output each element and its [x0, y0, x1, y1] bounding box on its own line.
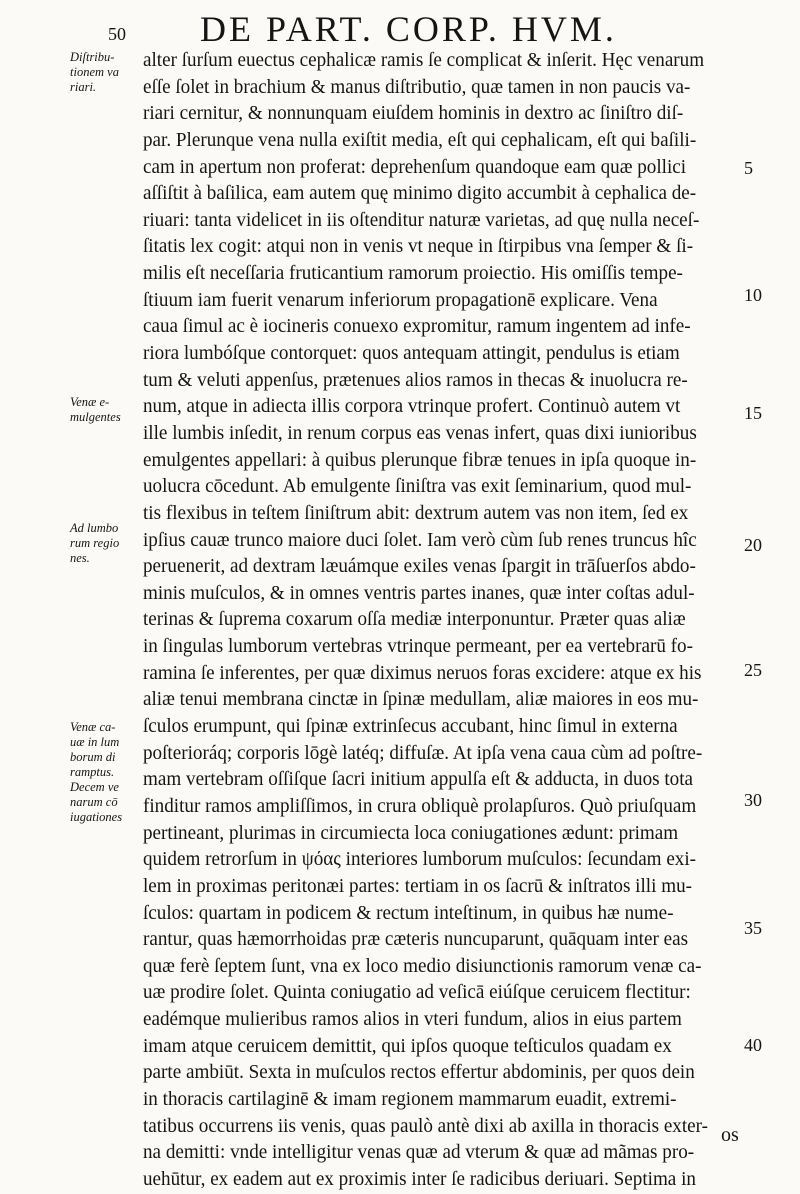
body-text-line: ſitatis lex cogit: atqui non in venis vt neque in ſtirpibus vna ſemper & ſi-: [143, 236, 694, 258]
body-text-line: cam in apertum non proferat: deprehenſum quandoque eam quæ pollici: [143, 156, 687, 178]
body-text-line: tum & veluti appenſus, prætenues alios ramos in thecas & inuolucra re-: [143, 369, 688, 391]
body-text-line: eſſe ſolet in brachium & manus diſtributio, quæ tamen in non paucis va-: [143, 76, 691, 98]
body-text-line: par. Plerunque vena nulla exiſtit media, eſt qui cephalicam, eſt qui baſili-: [143, 129, 697, 151]
line-number: 25: [744, 660, 762, 680]
body-text-line: uehūtur, ex eadem aut ex proximis inter ſe radicibus deriuari. Septima in: [143, 1168, 696, 1190]
body-text-line: emulgentes appellari: à quibus plerunque fibræ tenues in ipſa quoque in-: [143, 449, 697, 471]
body-text-line: ramina ſe inferentes, per quæ diximus neruos foras excidere: atque ex his: [143, 662, 702, 684]
body-text-line: mam vertebram oſſiſque ſacri initium appulſa eſt & adducta, in duos tota: [143, 769, 694, 791]
line-number: 20: [744, 535, 762, 555]
body-text-line: poſterioráq; corporis lōgè latéq; diffuſæ. At ipſa vena caua cùm ad poſtre-: [143, 742, 703, 764]
margin-note-line: Decem ve: [70, 780, 119, 794]
body-text-line: minis muſculos, & in omnes ventris partes inanes, quæ inter coſtas adul-: [143, 582, 695, 604]
body-text-line: num, atque in adiecta illis corpora vtrinque profert. Continuò autem vt: [143, 396, 681, 418]
body-text-line: aſſiſtit à baſilica, eam autem quę minimo digito accumbit à cephalica de-: [143, 183, 697, 205]
body-text-line: eadémque mulieribus ramos alios in vteri fundum, alios in eius partem: [143, 1009, 682, 1031]
line-number: 5: [744, 158, 753, 178]
body-text-line: na demitti: vnde intelligitur venas quæ ad vterum & quæ ad mãmas pro-: [143, 1142, 695, 1164]
body-text-line: in thoracis cartilaginē & imam regionem mammarum euadit, extremi-: [143, 1088, 677, 1110]
margin-note-line: narum cō: [70, 795, 118, 809]
body-text-line: aliæ tenui membrana cinctæ in ſpinæ medullam, aliæ maiores in eos mu-: [143, 689, 699, 711]
margin-note-line: uæ in lum: [70, 735, 120, 749]
margin-note-line: riari.: [70, 80, 97, 94]
body-text-line: tis flexibus in teſtem ſiniſtrum abit: dextrum autem vas non item, ſed ex: [143, 502, 689, 524]
line-number: 30: [744, 790, 762, 810]
body-text-line: alter ſurſum euectus cephalicæ ramis ſe complicat & inſerit. Hęc venarum: [143, 50, 705, 71]
margin-note-line: mulgentes: [70, 410, 121, 424]
body-text-line: ipſius cauæ trunco maiore duci ſolet. Iam verò cùm ſub renes truncus hîc: [143, 529, 697, 551]
margin-note-line: nes.: [70, 551, 90, 565]
body-text-line: lem in proximas peritonæi partes: tertiam in os ſacrū & inſtratos illi mu-: [143, 875, 693, 897]
body-text-line: riari cernitur, & nonnunquam eiuſdem hominis in dextro ac ſiniſtro diſ-: [143, 103, 684, 125]
body-text-line: riuari: tanta videlicet in iis oſtenditur naturæ varietas, ad quę nulla neceſ-: [143, 209, 700, 231]
margin-note-lumbar-regions: [70, 521, 142, 566]
body-text-line: milis eſt neceſſaria fruticantium ramorum proiectio. His omiſſis tempe-: [143, 263, 683, 285]
body-text-line: ſculos: quartam in podicem & rectum inteſtinum, in quibus hæ nume-: [143, 902, 674, 924]
body-text-line: uæ prodire ſolet. Quinta coniugatio ad veſicā eiúſque ceruicem flectitur:: [143, 982, 691, 1004]
running-head: DE PART. CORP. HVM.: [200, 9, 617, 49]
line-number: 10: [744, 285, 762, 305]
body-text-line: pertineant, plurimas in circumiecta loca coniugationes ædunt: primam: [143, 822, 679, 844]
body-text-line: quidem retrorſum in ψόας interiores lumborum muſculos: ſecundam exi-: [143, 849, 697, 871]
body-text-line: ſtiuum iam fuerit venarum inferiorum propagationē explicare. Vena: [143, 289, 658, 311]
catchword: os: [721, 1124, 739, 1146]
margin-note-distribution: [70, 50, 142, 95]
page-number: 50: [108, 24, 126, 44]
margin-note-emulgent-veins: [70, 395, 142, 425]
body-text-line: uolucra cōcedunt. Ab emulgente ſiniſtra vas exit ſeminarium, quod mul-: [143, 476, 692, 498]
body-text-line: ſculos erumpunt, qui ſpinæ extrinſecus accubant, hinc ſimul in externa: [143, 716, 678, 738]
body-text-line: parte ambiūt. Sexta in muſculos rectos effertur abdominis, per quos dein: [143, 1062, 695, 1084]
body-text-line: rantur, quas hæmorrhoidas præ cæteris nuncuparunt, quāquam inter eas: [143, 929, 689, 951]
body-text-line: riora lumbóſque contorquet: quos antequam attingit, pendulus is etiam: [143, 343, 680, 365]
margin-note-line: Ad lumbo: [70, 521, 119, 535]
margin-note-line: Venæ e-: [70, 395, 110, 409]
line-number: 40: [744, 1035, 762, 1055]
margin-note-vena-cava-branches: [70, 720, 142, 825]
body-text-line: finditur ramos ampliſſimos, in crura obliquè prolapſuros. Quò priuſquam: [143, 795, 697, 817]
margin-note-line: ramptus.: [70, 765, 115, 779]
body-text-line: peruenerit, ad dextram læuámque exiles venas ſpargit in trāſuerſos abdo-: [143, 556, 696, 578]
margin-note-line: tionem va: [70, 65, 119, 79]
body-text-line: ille lumbis inſedit, in renum corpus eas venas infert, quas dixi iunioribus: [143, 422, 697, 444]
margin-note-line: Diſtribu-: [70, 50, 115, 64]
body-text-line: in ſingulas lumborum vertebras vtrinque permeant, per ea vertebrarū fo-: [143, 636, 693, 658]
line-number: 15: [744, 403, 762, 423]
body-text-line: terinas & ſuprema coxarum oſſa mediæ interponuntur. Præter quas aliæ: [143, 609, 686, 631]
body-text-line: tatibus occurrens iis venis, quas paulò antè dixi ab axilla in thoracis exter-: [143, 1115, 709, 1137]
body-text-line: caua ſimul ac è iocineris conuexo expromitur, ramum ingentem ad infe-: [143, 316, 691, 338]
body-text: [143, 48, 755, 1194]
margin-note-line: Venæ ca-: [70, 720, 116, 734]
body-text-line: quæ ferè ſeptem ſunt, vna ex loco medio disiunctionis ramorum venæ ca-: [143, 955, 702, 977]
body-text-line: imam atque ceruicem demittit, qui ipſos quoque teſticulos quadam ex: [143, 1035, 672, 1057]
line-number: 35: [744, 918, 762, 938]
margin-note-line: iugationes: [70, 810, 123, 824]
margin-note-line: borum di: [70, 750, 116, 764]
margin-note-line: rum regio: [70, 536, 120, 550]
